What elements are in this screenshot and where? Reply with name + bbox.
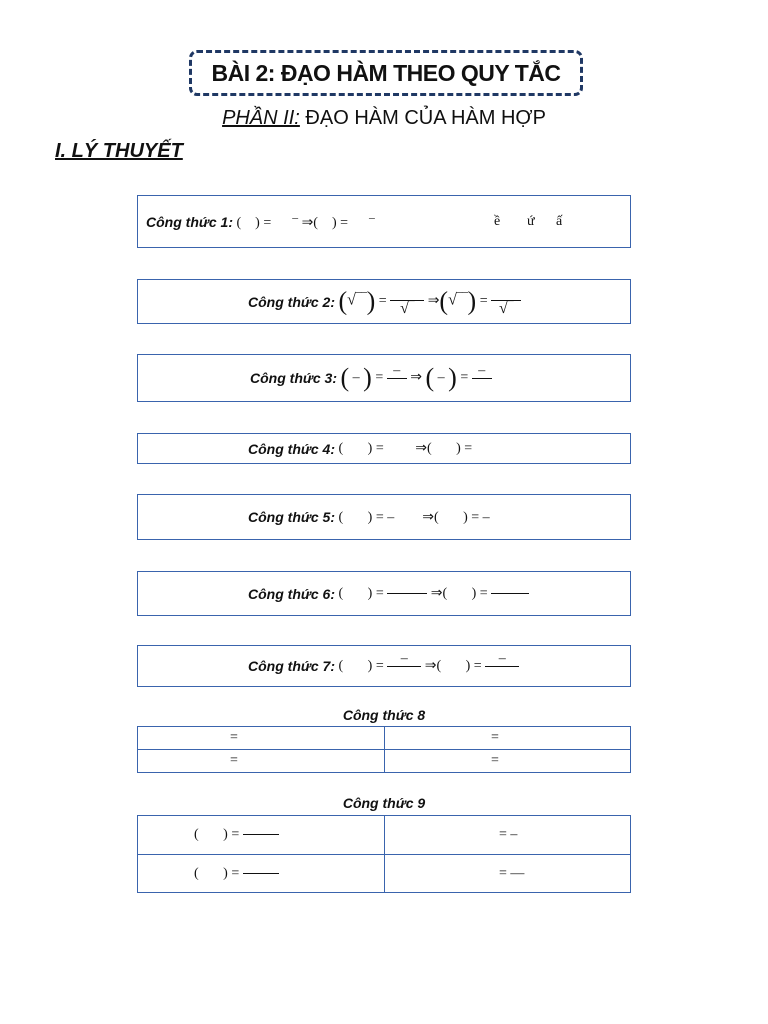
formula-label-4: Công thức 4: [248, 440, 335, 457]
section-heading: I. LÝ THUYẾT [55, 140, 183, 162]
formula-1-expr: ( ) = – ⇒( ) = – [233, 211, 375, 231]
subtitle-text: ĐẠO HÀM CỦA HÀM HỢP [299, 107, 546, 129]
formula-8-table [137, 726, 631, 773]
formula-box-2 [137, 279, 631, 324]
formula-box-1 [137, 195, 631, 248]
formula-box-6 [137, 571, 631, 616]
subtitle-part: PHẦN II: [222, 107, 300, 129]
formula-box-4 [137, 433, 631, 464]
table-cell: = [138, 727, 385, 750]
table-cell: = — [385, 855, 631, 893]
formula-label-6: Công thức 6: [248, 585, 335, 602]
formula-5-expr: ( ) = – ⇒( ) = – [335, 509, 490, 525]
formula-1-note-3: ấ [556, 213, 563, 229]
formula-box-3 [137, 354, 631, 402]
page-title: BÀI 2: ĐẠO HÀM THEO QUY TẮC [211, 59, 561, 86]
formula-9-table [137, 815, 631, 893]
formula-2-expr: (√‾‾) = √‾ ⇒(√‾‾) = √‾ [335, 286, 521, 317]
subtitle [0, 107, 768, 130]
formula-1-note-1: ề [494, 213, 501, 229]
formula-box-7 [137, 645, 631, 687]
formula-4-expr: ( ) = ⇒( ) = [335, 441, 473, 456]
formula-label-3: Công thức 3: [250, 370, 337, 386]
formula-9-label: Công thức 9 [342, 795, 426, 811]
formula-label-1: Công thức 1: [146, 213, 233, 230]
formula-label-5: Công thức 5: [248, 509, 335, 525]
table-cell: = [385, 750, 631, 773]
formula-label-2: Công thức 2: [248, 293, 335, 310]
formula-box-5 [137, 494, 631, 540]
title-box [189, 50, 583, 96]
formula-6-expr: ( ) = ⇒( ) = [335, 585, 529, 602]
table-cell: = [138, 750, 385, 773]
formula-1-note-2: ứ [527, 213, 535, 229]
table-cell: ( ) = [138, 855, 385, 893]
formula-label-7: Công thức 7: [248, 658, 335, 674]
formula-8-label: Công thức 8 [342, 707, 426, 723]
table-cell: = – [385, 816, 631, 855]
table-cell: = [385, 727, 631, 750]
table-cell: ( ) = [138, 816, 385, 855]
formula-7-expr: ( ) = – ⇒( ) = – [335, 652, 519, 681]
formula-3-expr: ( – ) = – ⇒ ( – ) = – [337, 363, 492, 393]
